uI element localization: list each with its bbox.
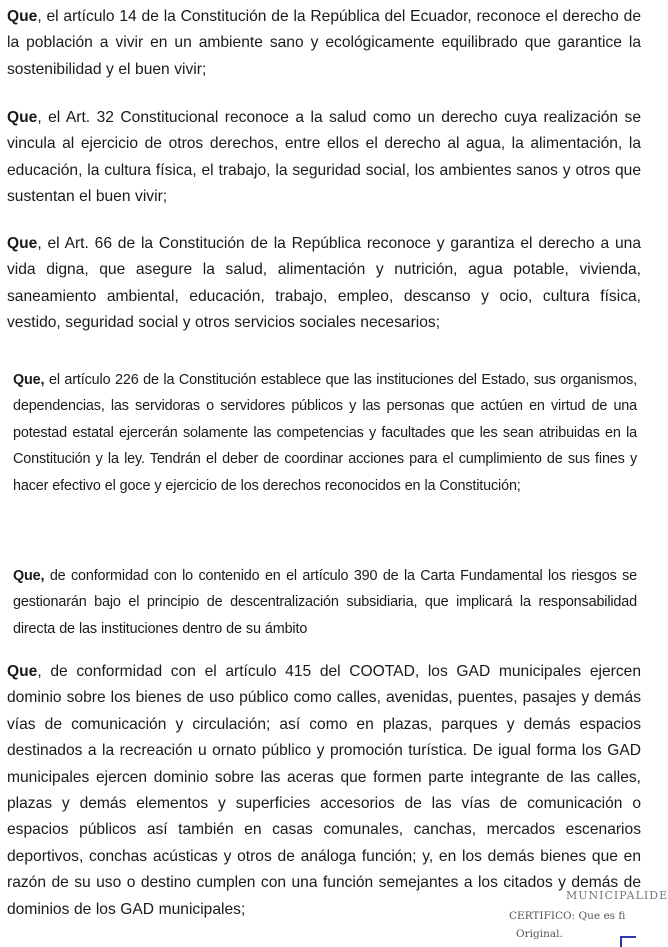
paragraph-article-415: [7, 659, 641, 923]
paragraph-lead: Que: [7, 235, 38, 252]
certification-stamp-original: Original.: [516, 928, 563, 940]
paragraph-text: , el Art. 66 de la Constitución de la República reconoce y garantiza el derecho a una vida digna, que asegure la salud, alimentación y nutrición, agua potable, vivienda, saneamiento ambiental, educación, trabajo, empleo, descanso y ocio, cultura física, vestido, seguridad social y otros servicios sociales necesarios;: [7, 235, 641, 332]
certification-stamp-text: CERTIFICO: Que es fi: [509, 910, 626, 922]
paragraph-text: , de conformidad con el artículo 415 del COOTAD, los GAD municipales ejercen dominio sobre los bienes de uso público como calles, avenidas, puentes, pasajes y demás vías de comunicación y circulación; así como en plazas, parques y demás espacios destinados a la recreación u ornato público y promoción turística. De igual forma los GAD municipales ejercen dominio sobre las aceras que formen parte integrante de las calles, plazas y demás elementos y superficies accesorios de las vías de comunicación o espacios públicos así también en casas comunales, canchas, mercados escenarios deportivos, conchas acústicas y otros de análoga función; y, en los demás bienes que en razón de su uso o destino cumplen con una función semejantes a los citados y demás de dominios de los GAD municipales;: [7, 663, 641, 918]
paragraph-lead: Que,: [13, 568, 45, 584]
paragraph-lead: Que: [7, 109, 38, 126]
certification-stamp-title: MUNICIPALIDE: [566, 889, 668, 902]
paragraph-article-226: [13, 367, 637, 499]
paragraph-lead: Que,: [13, 372, 45, 388]
paragraph-text: el artículo 226 de la Constitución establece que las instituciones del Estado, sus organismos, dependencias, las servidoras o servidores públicos y las personas que actúen en virtud de una potestad estatal ejercerán solamente las competencias y facultades que les sean atribuidas en la Constitución y la ley. Tendrán el deber de coordinar acciones para el cumplimiento de sus fines y hacer efectivo el goce y ejercicio de los derechos reconocidos en la Constitución;: [13, 372, 637, 494]
paragraph-article-66: [7, 231, 641, 337]
paragraph-lead: Que: [7, 663, 38, 680]
paragraph-lead: Que: [7, 8, 38, 25]
paragraph-text: de conformidad con lo contenido en el artículo 390 de la Carta Fundamental los riesgos se gestionarán bajo el principio de descentralización subsidiaria, que implicará la responsabilidad directa de las instituciones dentro de su ámbito: [13, 568, 637, 637]
paragraph-text: , el artículo 14 de la Constitución de la República del Ecuador, reconoce el derecho de la población a vivir en un ambiente sano y ecológicamente equilibrado que garantice la sostenibilidad y el buen vivir;: [7, 8, 641, 78]
paragraph-article-390: [13, 563, 637, 642]
paragraph-article-14: [7, 4, 641, 83]
paragraph-text: , el Art. 32 Constitucional reconoce a la salud como un derecho cuya realización se vincula al ejercicio de otros derechos, entre ellos el derecho al agua, la alimentación, la educación, la cultura física, el trabajo, la seguridad social, los ambientes sanos y otros que sustentan el buen vivir;: [7, 109, 641, 206]
ink-mark: [620, 936, 636, 947]
paragraph-article-32: [7, 105, 641, 211]
